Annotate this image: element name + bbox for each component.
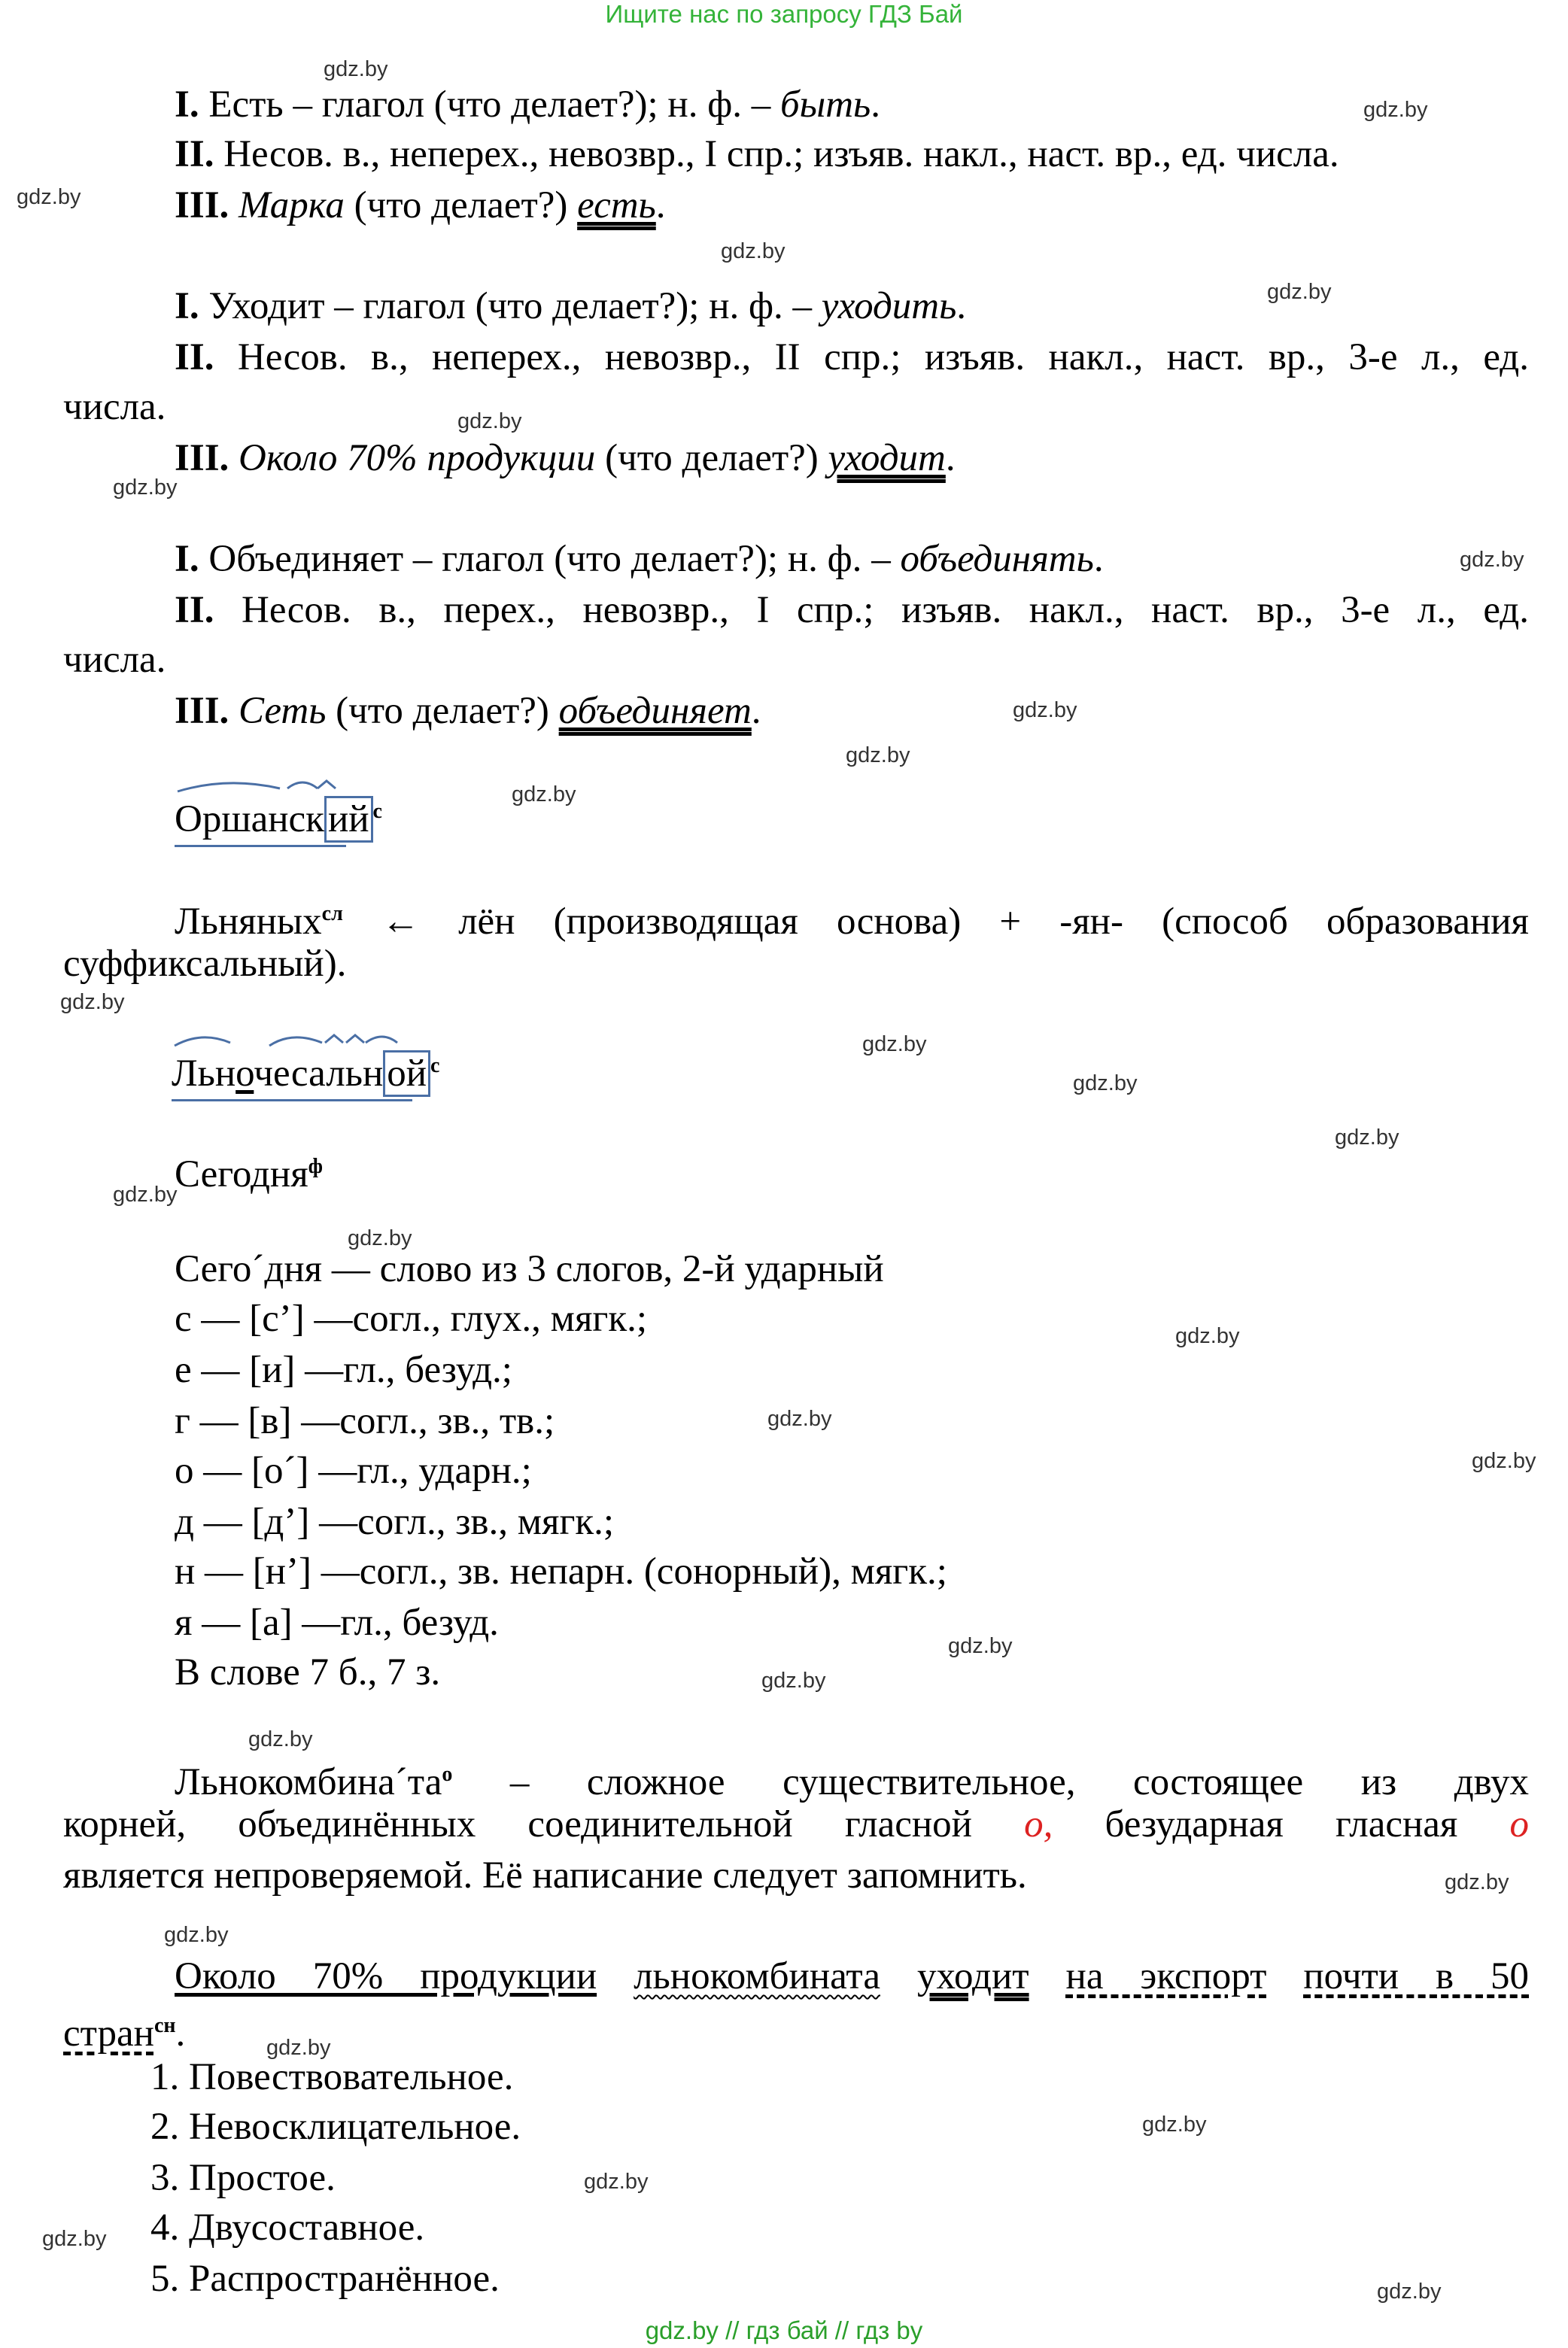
phonetic-line: е — [и] —гл., безуд.; xyxy=(175,1349,512,1391)
phonetic-line: я — [а] —гл., безуд. xyxy=(175,1602,499,1644)
footer-links[interactable]: gdz.by // гдз бай // гдз by xyxy=(645,2316,923,2344)
subject: Сеть xyxy=(239,690,327,732)
roman-numeral: II. xyxy=(175,336,214,378)
block1-line2 xyxy=(175,129,1339,179)
parse-mark: ф xyxy=(308,1155,324,1178)
morph-features: Несов. в., неперех., невозвр., I спр.; изъяв. накл., наст. вр., ед. числа. xyxy=(214,133,1339,175)
parse-mark: с xyxy=(372,800,382,823)
morpheme-parse-orshanskiy xyxy=(175,787,382,844)
morph-features: Несов. в., неперех., невозвр., II спр.; изъяв. накл., наст. вр., 3-е л., ед. xyxy=(214,336,1529,378)
predicate: уходит xyxy=(828,437,946,479)
predicate: уходит xyxy=(916,1955,1029,1997)
block3-line2 xyxy=(175,585,1529,635)
parse-mark: с xyxy=(430,1054,440,1077)
orthography-text: – сложное существительное, состоящее из двух xyxy=(452,1761,1529,1803)
ending-box: ой xyxy=(383,1050,430,1097)
initial-form: – уходить xyxy=(792,285,957,327)
stem-underline xyxy=(172,1099,412,1101)
analyzed-verb: Уходит xyxy=(208,285,325,327)
sentence-line1 xyxy=(175,1952,1529,2001)
stem xyxy=(172,1049,383,1098)
watermark: gdz.by xyxy=(1363,98,1428,122)
phonetic-line: д — [д’] —согл., зв., мягк.; xyxy=(175,1501,615,1543)
question: (что делает?) xyxy=(326,690,559,732)
watermark: gdz.by xyxy=(1267,280,1332,304)
first-root: Льн xyxy=(172,1052,236,1095)
block3-line2-cont: числа. xyxy=(63,639,166,681)
verb-description: – глагол (что делает?); н. ф. xyxy=(283,84,752,126)
block2-line1: I. Уходит – глагол (что делает?); н. ф. – уходить. xyxy=(175,285,967,327)
watermark: gdz.by xyxy=(324,57,388,81)
analyzed-word: Сегодня xyxy=(175,1153,308,1195)
roman-numeral: III. xyxy=(175,184,229,226)
adverbial: почти в 50 xyxy=(1303,1955,1530,1997)
sentence-feature: 1. Повествовательное. xyxy=(150,2056,514,2098)
orthography-text: безударная гласная xyxy=(1053,1803,1510,1845)
roman-numeral: II. xyxy=(175,589,214,631)
roman-numeral: III. xyxy=(175,690,229,732)
watermark: gdz.by xyxy=(846,743,910,767)
formation-description: ← лён (производящая основа) + -ян- (способ образования xyxy=(381,901,1530,943)
watermark: gdz.by xyxy=(42,2227,107,2251)
block2-line2-cont: числа. xyxy=(63,386,166,428)
block2-line3: III. Около 70% продукции (что делает?) уходит. xyxy=(175,437,956,479)
watermark: gdz.by xyxy=(1013,698,1077,722)
watermark: gdz.by xyxy=(1335,1125,1399,1150)
watermark: gdz.by xyxy=(113,475,178,500)
watermark: gdz.by xyxy=(1175,1324,1240,1348)
second-root-suffixes: чесальн xyxy=(254,1052,384,1095)
root-suffix-arcs xyxy=(172,1032,427,1050)
block1-line1: I. Есть – глагол (что делает?); н. ф. – быть. xyxy=(175,84,880,126)
parse-mark: сн xyxy=(153,2014,176,2037)
predicate: объединяет xyxy=(558,690,752,732)
verb-description: – глагол (что делает?); н. ф. xyxy=(403,538,872,580)
block3-line3: III. Сеть (что делает?) объединяет. xyxy=(175,690,761,732)
watermark: gdz.by xyxy=(584,2170,649,2194)
watermark: gdz.by xyxy=(248,1727,313,1751)
word-formation-line2: суффиксальный). xyxy=(63,943,347,985)
roman-numeral: I. xyxy=(175,285,199,327)
watermark: gdz.by xyxy=(348,1226,412,1250)
question: (что делает?) xyxy=(344,184,578,226)
watermark: gdz.by xyxy=(721,239,786,263)
predicate: есть xyxy=(577,184,656,226)
watermark: gdz.by xyxy=(948,1634,1013,1658)
roman-numeral: III. xyxy=(175,437,229,479)
phonetic-line: о — [о´] —гл., ударн.; xyxy=(175,1450,532,1492)
phonetic-line: г — [в] —согл., зв., тв.; xyxy=(175,1400,555,1442)
watermark: gdz.by xyxy=(761,1669,826,1693)
ending-box: ий xyxy=(324,796,373,843)
highlighted-vowel: о, xyxy=(1024,1803,1053,1845)
phonetic-line: н — [н’] —согл., зв. непарн. (сонорный), мягк.; xyxy=(175,1551,947,1593)
adverbial: на экспорт xyxy=(1065,1955,1267,1997)
subject: Около 70% продукции xyxy=(239,437,596,479)
sentence-feature: 3. Простое. xyxy=(150,2157,336,2199)
connecting-vowel: о xyxy=(236,1052,254,1095)
adverbial: стран xyxy=(63,2012,154,2055)
stem xyxy=(175,794,324,844)
roman-numeral: II. xyxy=(175,133,214,175)
sentence-line2 xyxy=(63,2001,185,2058)
watermark: gdz.by xyxy=(60,990,125,1014)
parse-mark: о xyxy=(442,1763,453,1786)
word-formation-line1 xyxy=(175,889,1529,946)
initial-form: – объединять xyxy=(871,538,1094,580)
subject-group: Около 70% продукции xyxy=(175,1955,597,1997)
sentence-end: . xyxy=(175,2012,186,2055)
roman-numeral: I. xyxy=(175,84,199,126)
highlighted-vowel: о xyxy=(1509,1803,1529,1845)
parse-mark: сл xyxy=(321,902,343,925)
initial-form: – быть xyxy=(751,84,871,126)
orthography-line2 xyxy=(63,1800,1529,1849)
watermark: gdz.by xyxy=(1073,1071,1138,1095)
verb-description: – глагол (что делает?); н. ф. xyxy=(324,285,793,327)
orthography-text: корней, объединённых соединительной гласной xyxy=(63,1803,1025,1845)
morpheme-parse-lnochesalnoy xyxy=(172,1041,439,1098)
sentence-feature: 5. Распространённое. xyxy=(150,2258,500,2300)
stem-text: Оршанск xyxy=(175,798,324,840)
subject: Марка xyxy=(239,184,345,226)
attribute: льнокомбината xyxy=(634,1955,880,1997)
block1-line3: III. Марка (что делает?) есть. xyxy=(175,184,666,226)
sentence-feature: 2. Невосклицательное. xyxy=(150,2106,521,2148)
analyzed-word: Льнокомбина´та xyxy=(175,1761,442,1803)
morph-features: Несов. в., перех., невозвр., I спр.; изъяв. накл., наст. вр., 3-е л., ед. xyxy=(214,589,1529,631)
watermark: gdz.by xyxy=(164,1923,229,1947)
phonetic-title xyxy=(175,1142,323,1199)
watermark: gdz.by xyxy=(1445,1870,1509,1894)
top-banner[interactable]: Ищите нас по запросу ГДЗ Бай xyxy=(605,0,963,28)
sentence-feature: 4. Двусоставное. xyxy=(150,2207,425,2249)
watermark: gdz.by xyxy=(1142,2113,1207,2137)
watermark: gdz.by xyxy=(767,1407,832,1431)
orthography-line3: является непроверяемой. Её написание следует запомнить. xyxy=(63,1854,1027,1897)
analyzed-verb: Есть xyxy=(208,84,284,126)
phonetic-header: Сего´дня — слово из 3 слогов, 2-й ударный xyxy=(175,1248,884,1290)
watermark: gdz.by xyxy=(457,409,522,433)
orthography-line1 xyxy=(175,1750,1529,1807)
watermark: gdz.by xyxy=(1460,548,1524,572)
stem-underline xyxy=(175,845,346,847)
analyzed-word: Льняных xyxy=(175,901,322,943)
analyzed-verb: Объединяет xyxy=(208,538,404,580)
phonetic-summary: В слове 7 б., 7 з. xyxy=(175,1651,441,1693)
block3-line1: I. Объединяет – глагол (что делает?); н. ф. – объединять. xyxy=(175,538,1104,580)
root-suffix-arcs xyxy=(175,778,400,796)
watermark: gdz.by xyxy=(1377,2280,1442,2304)
block2-line2 xyxy=(175,333,1529,382)
watermark: gdz.by xyxy=(113,1183,178,1207)
roman-numeral: I. xyxy=(175,538,199,580)
watermark: gdz.by xyxy=(266,2036,331,2060)
watermark: gdz.by xyxy=(17,185,81,209)
watermark: gdz.by xyxy=(862,1032,927,1056)
phonetic-line: с — [с’] —согл., глух., мягк.; xyxy=(175,1298,648,1340)
watermark: gdz.by xyxy=(1472,1449,1536,1473)
question: (что делает?) xyxy=(595,437,828,479)
watermark: gdz.by xyxy=(512,782,576,806)
